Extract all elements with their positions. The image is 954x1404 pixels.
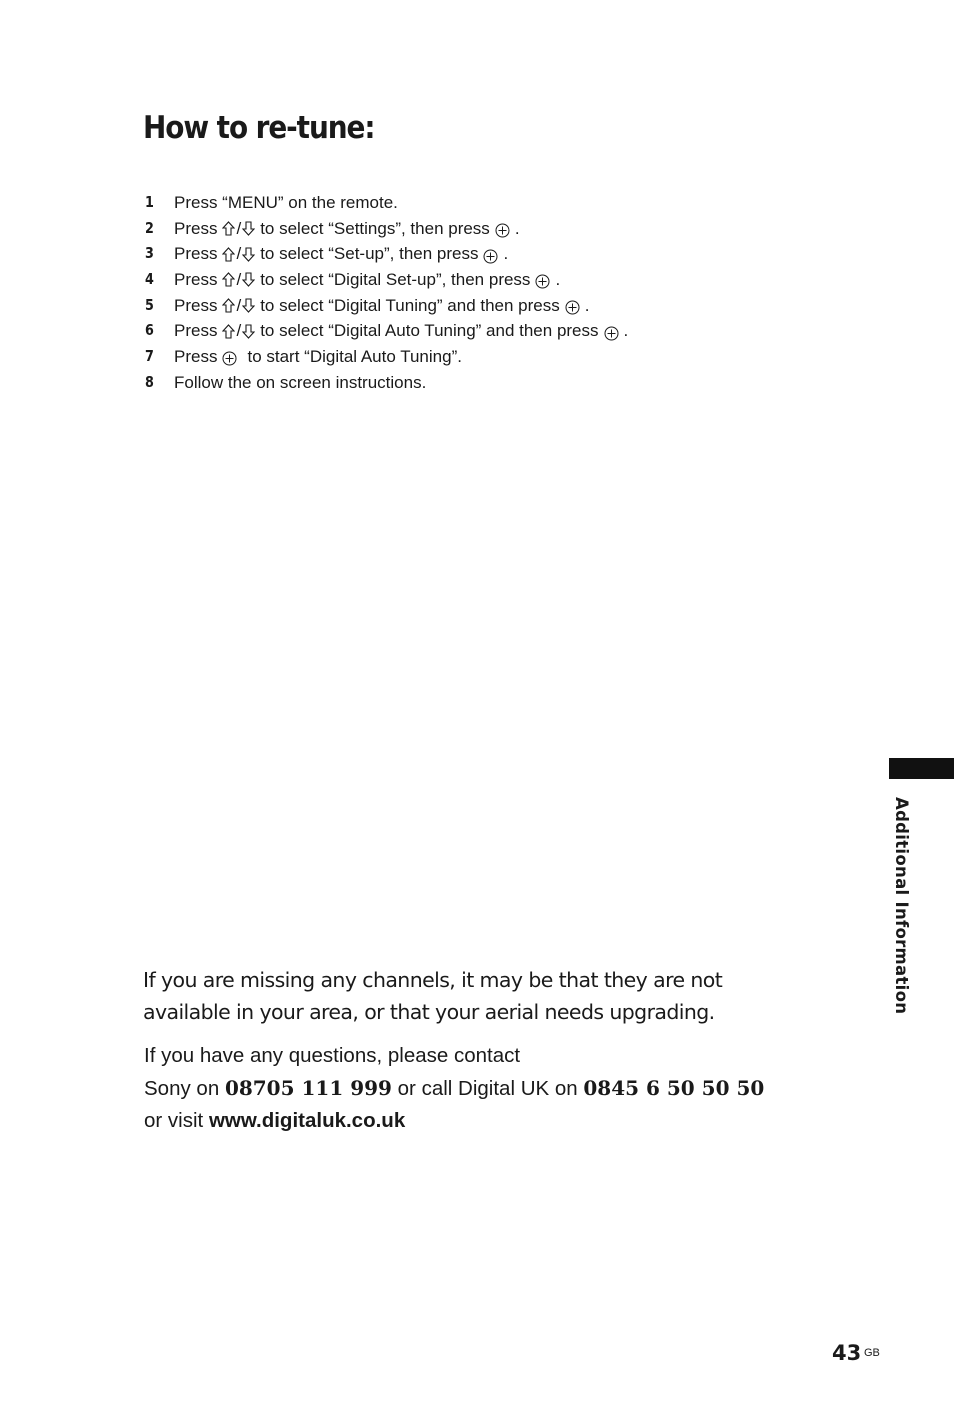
step-end: . <box>584 295 590 315</box>
contact-intro: If you have any questions, please contact <box>144 1044 521 1067</box>
enter-button-icon <box>565 300 580 315</box>
step-press: Press <box>174 295 218 315</box>
step-text: to select “Digital Tuning” and then press <box>260 295 560 315</box>
step-text: Follow the on screen instructions. <box>174 372 427 392</box>
step-number: 4 <box>145 270 154 289</box>
section-side-label: Additional Information <box>892 797 911 1015</box>
enter-button-icon <box>604 326 619 341</box>
step-text: Press “MENU” on the remote. <box>174 193 398 212</box>
step-4 <box>145 267 628 293</box>
step-text: to start “Digital Auto Tuning”. <box>247 347 462 367</box>
step-2 <box>145 216 628 242</box>
up-arrow-icon <box>222 298 235 313</box>
up-arrow-icon <box>222 272 235 287</box>
slash: / <box>236 218 242 238</box>
step-1 <box>145 190 628 216</box>
step-7 <box>145 344 628 370</box>
slash: / <box>236 321 242 341</box>
page-title: How to re-tune: <box>143 110 375 146</box>
step-5 <box>145 293 628 319</box>
section-tab-marker <box>889 758 954 779</box>
slash: / <box>236 270 242 290</box>
digital-uk-url: www.digitaluk.co.uk <box>208 1109 406 1132</box>
digital-uk-phone-number: 0845 6 50 50 50 <box>583 1076 765 1100</box>
sony-prefix: Sony on <box>144 1077 220 1100</box>
step-text: to select “Digital Auto Tuning” and then press <box>260 321 599 341</box>
step-end: . <box>503 244 509 264</box>
visit-prefix: or visit <box>144 1109 204 1132</box>
step-number: 1 <box>145 193 154 211</box>
enter-button-icon <box>535 274 550 289</box>
enter-button-icon <box>222 351 237 366</box>
step-number: 3 <box>145 244 154 263</box>
step-number: 2 <box>145 218 154 237</box>
down-arrow-icon <box>242 247 255 262</box>
step-end: . <box>555 270 561 290</box>
enter-button-icon <box>483 249 498 264</box>
step-press: Press <box>174 244 218 264</box>
step-press: Press <box>174 218 218 238</box>
page-number: 43 <box>832 1341 862 1365</box>
step-8 <box>145 370 628 396</box>
down-arrow-icon <box>242 298 255 313</box>
step-text: to select “Set-up”, then press <box>260 244 479 264</box>
slash: / <box>236 244 242 264</box>
up-arrow-icon <box>222 221 235 236</box>
step-number: 7 <box>145 347 154 366</box>
re-tune-steps <box>145 190 628 396</box>
page-region-suffix: GB <box>864 1347 880 1359</box>
sony-phone-number: 08705 111 999 <box>224 1076 392 1100</box>
step-press: Press <box>174 347 218 367</box>
up-arrow-icon <box>222 247 235 262</box>
up-arrow-icon <box>222 324 235 339</box>
down-arrow-icon <box>242 324 255 339</box>
down-arrow-icon <box>242 272 255 287</box>
step-number: 6 <box>145 321 154 340</box>
step-end: . <box>623 321 629 341</box>
down-arrow-icon <box>242 221 255 236</box>
contact-info <box>144 1040 764 1137</box>
step-6 <box>145 318 628 344</box>
step-end: . <box>514 218 520 238</box>
step-press: Press <box>174 270 218 290</box>
step-text: to select “Settings”, then press <box>260 218 490 238</box>
step-3 <box>145 241 628 267</box>
enter-button-icon <box>495 223 510 238</box>
step-number: 8 <box>145 372 154 391</box>
step-press: Press <box>174 321 218 341</box>
digital-uk-prefix: or call Digital UK on <box>397 1077 578 1100</box>
step-number: 5 <box>145 295 154 314</box>
slash: / <box>236 295 242 315</box>
missing-channels-note: If you are missing any channels, it may be that they are not available in your area, or that your aerial needs upgrading. <box>143 968 723 1024</box>
step-text: to select “Digital Set-up”, then press <box>260 270 531 290</box>
